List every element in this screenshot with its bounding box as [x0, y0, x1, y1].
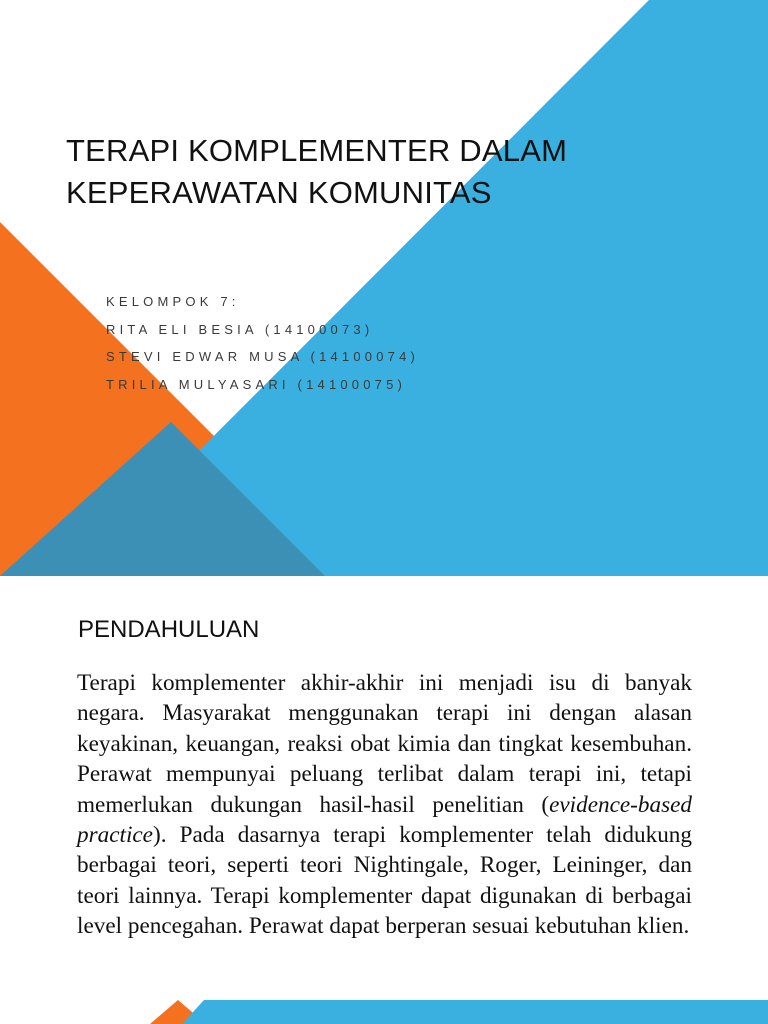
member-name: STEVI EDWAR MUSA (14100074)	[106, 349, 420, 364]
slide-footer-decoration	[0, 576, 768, 1024]
section-heading: PENDAHULUAN	[78, 616, 260, 643]
presentation-title	[66, 130, 706, 214]
group-members	[106, 288, 706, 398]
paragraph-text: Terapi komplementer akhir-akhir ini menjadi isu di banyak negara. Masyarakat menggunakan terapi ini dengan alasan keyakinan, keuangan, reaksi obat kimia dan tingkat kesembuhan. Perawat mempunyai peluang terlibat dalam terapi ini, tetapi memerlukan dukungan hasil-hasil penelitian (	[77, 670, 692, 818]
member-name: RITA ELI BESIA (14100073)	[106, 321, 374, 337]
member-name: TRILIA MULYASARI (14100075)	[106, 376, 407, 392]
paragraph-text: ). Pada dasarnya terapi komplementer telah didukung berbagai teori, seperti teori Nightingale, Roger, Leininger, dan teori lainnya. Terapi komplementer dapat digunakan di berbagai level pencegahan. Perawat dapat berperan sesuai kebutuhan klien.	[77, 822, 692, 940]
group-label: KELOMPOK 7:	[106, 294, 240, 309]
content-slide	[0, 576, 768, 1024]
blue-footer-band	[182, 1000, 768, 1024]
title-line-1: TERAPI KOMPLEMENTER DALAM	[66, 133, 568, 168]
paragraph-italic-text: evidence-based practice	[77, 791, 692, 849]
title-line-2: KEPERAWATAN KOMUNITAS	[66, 175, 492, 210]
